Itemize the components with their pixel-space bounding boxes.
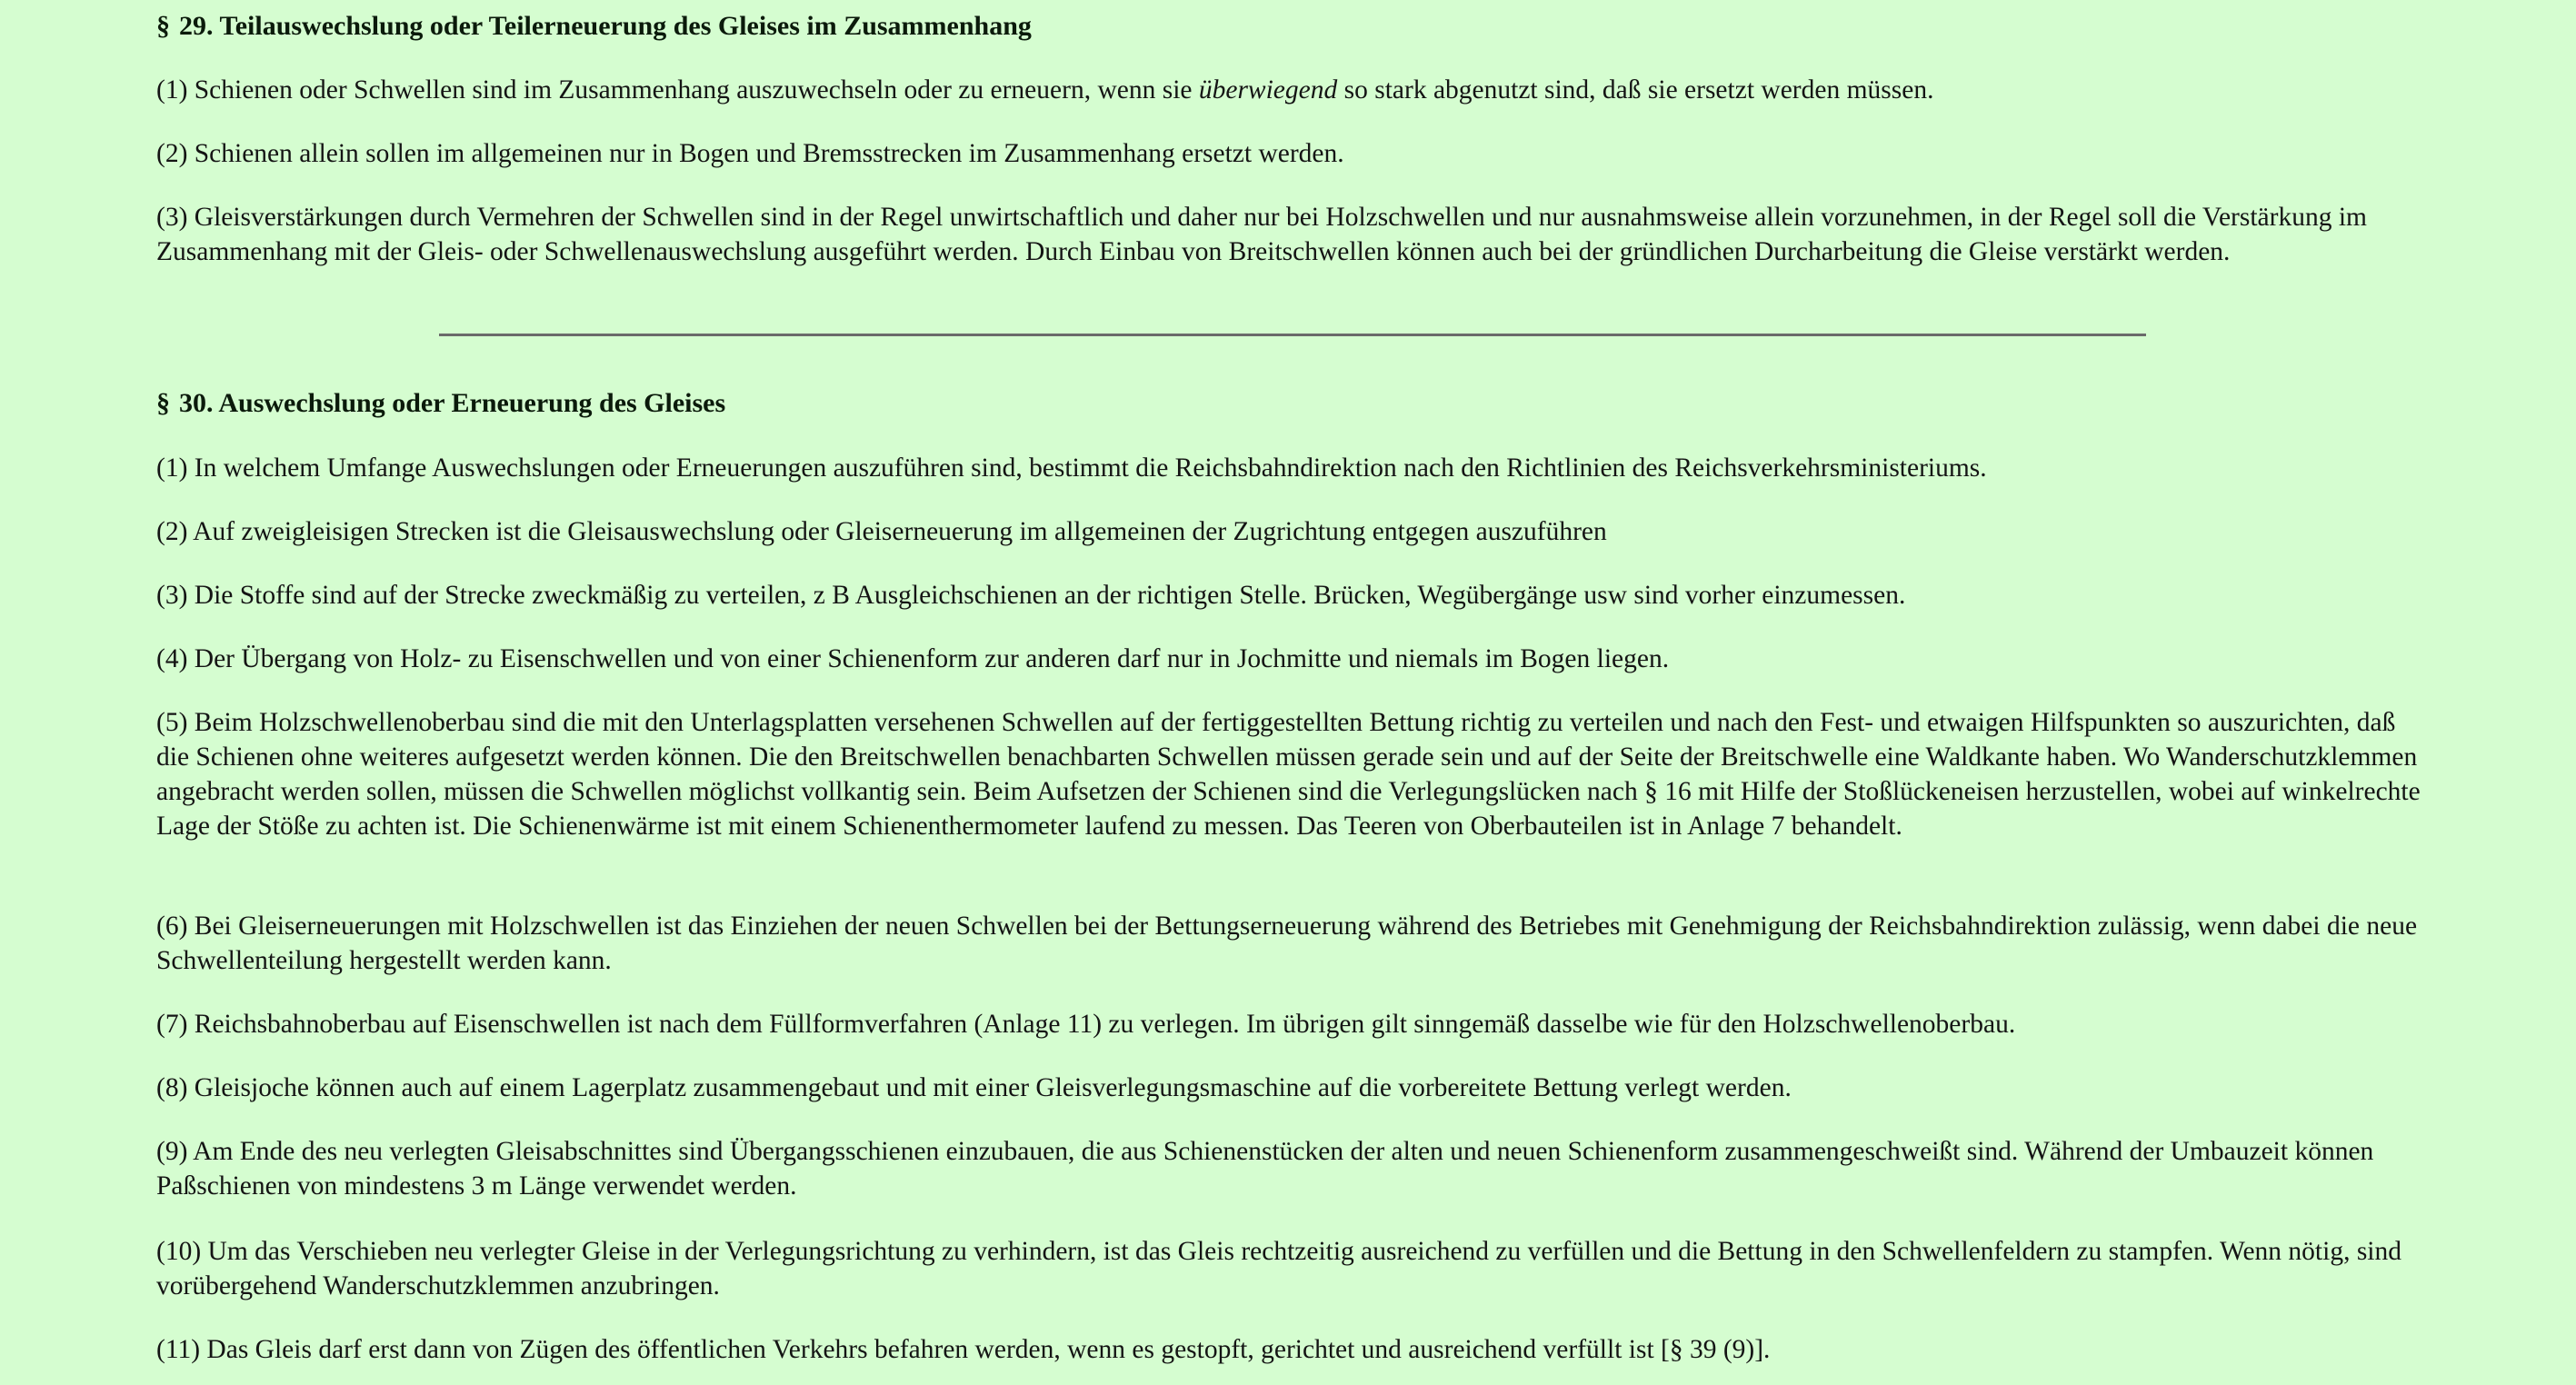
section-30-paragraph-5: (5) Beim Holzschwellenoberbau sind die mit den Unterlagsplatten versehenen Schwellen auf der fertiggestellten Bettung richtig zu verteilen und nach den Fest- und etwaigen Hilfspunkten so auszurichten, daß die Schienen ohne weiteres aufgesetzt werden können. Die den Breitschwellen benachbarten Schwellen müssen gerade sein und auf der Seite der Breitschwelle eine Waldkante haben. Wo Wanderschutzklemmen angebracht werden sollen, müssen die Schwellen möglichst vollkantig sein. Beim Aufsetzen der Schienen sind die Verlegungslücken nach § 16 mit Hilfe der Stoßlückeneisen herzustellen, wobei auf winkelrechte Lage der Stöße zu achten ist. Die Schienenwärme ist mit einem Schienenthermometer laufend zu messen. Das Teeren von Oberbauteilen ist in Anlage 7 behandelt.	[156, 708, 2421, 841]
section-30-paragraph-8: (8) Gleisjoche können auch auf einem Lagerplatz zusammengebaut und mit einer Gleisverlegungsmaschine auf die vorbereitete Bettung verlegt werden.	[156, 1073, 1792, 1102]
section-sign: §	[156, 388, 170, 418]
section-30-paragraph-4: (4) Der Übergang von Holz- zu Eisenschwellen und von einer Schienenform zur anderen darf nur in Jochmitte und niemals im Bogen liegen.	[156, 644, 1670, 673]
section-30-paragraph-9: (9) Am Ende des neu verlegten Gleisabschnittes sind Übergangsschienen einzubauen, die aus Schienenstücken der alten und neuen Schienenform zusammengeschweißt sind. Während der Umbauzeit können Paßschienen von mindestens 3 m Länge verwendet werden.	[156, 1137, 2374, 1201]
section-29-paragraph-1	[156, 73, 2421, 107]
paragraph-text: so stark abgenutzt sind, daß sie ersetzt werden müssen.	[1337, 75, 1934, 105]
section-29-paragraph-2: (2) Schienen allein sollen im allgemeinen nur in Bogen und Bremsstrecken im Zusammenhang ersetzt werden.	[156, 139, 1344, 168]
paragraph-text: (1) Schienen oder Schwellen sind im Zusammenhang auszuwechseln oder zu erneuern, wenn sie	[156, 75, 1199, 105]
emphasis-text: überwiegend	[1198, 75, 1338, 105]
section-30-paragraph-11: (11) Das Gleis darf erst dann von Zügen des öffentlichen Verkehrs befahren werden, wenn es gestopft, gerichtet und ausreichend verfüllt ist [§ 39 (9)].	[156, 1335, 1771, 1364]
section-30-paragraph-7: (7) Reichsbahnoberbau auf Eisenschwellen ist nach dem Füllformverfahren (Anlage 11) zu verlegen. Im übrigen gilt sinngemäß dasselbe wie für den Holzschwellenoberbau.	[156, 1010, 2016, 1039]
section-30-paragraph-2: (2) Auf zweigleisigen Strecken ist die Gleisauswechslung oder Gleiserneuerung im allgemeinen der Zugrichtung entgegen auszuführen	[156, 517, 1607, 546]
section-sign: §	[156, 11, 170, 41]
section-30-heading	[156, 386, 2421, 421]
section-30-paragraph-3: (3) Die Stoffe sind auf der Strecke zweckmäßig zu verteilen, z B Ausgleichschienen an der richtigen Stelle. Brücken, Wegübergänge usw sind vorher einzumessen.	[156, 581, 1906, 610]
section-29-paragraph-3: (3) Gleisverstärkungen durch Vermehren der Schwellen sind in der Regel unwirtschaftlich und daher nur bei Holzschwellen und nur ausnahmsweise allein vorzunehmen, in der Regel soll die Verstärkung im Zusammenhang mit der Gleis- oder Schwellenauswechslung ausgeführt werden. Durch Einbau von Breitschwellen können auch bei der gründlichen Durcharbeitung die Gleise verstärkt werden.	[156, 203, 2367, 266]
section-30-title: 30. Auswechslung oder Erneuerung des Gleises	[179, 388, 726, 418]
section-29-heading	[156, 9, 2421, 44]
section-29-title: 29. Teilauswechslung oder Teilerneuerung des Gleises im Zusammenhang	[179, 11, 1032, 41]
section-30-paragraph-6: (6) Bei Gleiserneuerungen mit Holzschwellen ist das Einziehen der neuen Schwellen bei der Bettungserneuerung während des Betriebes mit Genehmigung der Reichsbahndirektion zulässig, wenn dabei die neue Schwellenteilung hergestellt werden kann.	[156, 912, 2418, 975]
section-30-paragraph-10: (10) Um das Verschieben neu verlegter Gleise in der Verlegungsrichtung zu verhindern, ist das Gleis rechtzeitig ausreichend zu verfüllen und die Bettung in den Schwellenfeldern zu stampfen. Wenn nötig, sind vorübergehend Wanderschutzklemmen anzubringen.	[156, 1237, 2401, 1300]
section-30-paragraph-1: (1) In welchem Umfange Auswechslungen oder Erneuerungen auszuführen sind, bestimmt die Reichsbahndirektion nach den Richtlinien des Reichsverkehrsministeriums.	[156, 453, 1987, 483]
section-divider	[439, 334, 2146, 336]
